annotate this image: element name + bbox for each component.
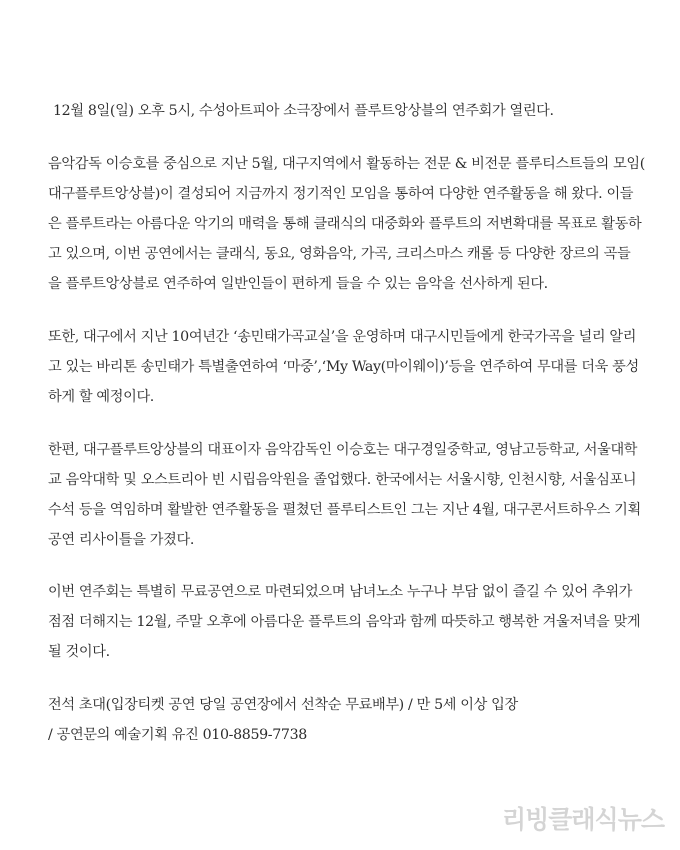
text-line: 수석 등을 역임하며 활발한 연주활동을 펼쳤던 플루티스트인 그는 지난 4월, 대구콘서트하우스 기획 xyxy=(48,502,641,518)
text-line: 12월 8일(일) 오후 5시, 수성아트피아 소극장에서 플루트앙상블의 연주회가 열린다. xyxy=(53,103,554,119)
text-line: 이번 연주회는 특별히 무료공연으로 마련되었으며 남녀노소 누구나 부담 없이 즐길 수 있어 추위가 xyxy=(48,584,633,600)
paragraph-ensemble-intro xyxy=(48,149,645,299)
text-line: / 공연문의 예술기획 유진 010-8859-7738 xyxy=(48,727,307,743)
text-line: 전석 초대(입장티켓 공연 당일 공연장에서 선착순 무료배부) / 만 5세 이상 입장 xyxy=(48,697,518,713)
text-line: 또한, 대구에서 지난 10여년간 ‘송민태가곡교실’을 운영하며 대구시민들에게 한국가곡을 널리 알리 xyxy=(48,329,637,345)
text-line: 고 있는 바리톤 송민태가 특별출연하여 ‘마중’,‘My Way(마이웨이)’등을 연주하여 무대를 더욱 풍성 xyxy=(48,359,639,375)
text-line: 은 플루트라는 아름다운 악기의 매력을 통해 클래식의 대중화와 플루트의 저변확대를 목표로 활동하 xyxy=(48,216,642,232)
article-body xyxy=(48,96,645,750)
text-line: 한편, 대구플루트앙상블의 대표이자 음악감독인 이승호는 대구경일중학교, 영남고등학교, 서울대학 xyxy=(48,442,638,458)
paragraph-guest-performer xyxy=(48,322,639,412)
text-line: 을 플루트앙상블로 연주하여 일반인들이 편하게 들을 수 있는 음악을 선사하게 된다. xyxy=(48,276,548,292)
text-line: 공연 리사이틀을 가졌다. xyxy=(48,532,195,548)
text-line: 음악감독 이승호를 중심으로 지난 5월, 대구지역에서 활동하는 전문 & 비전문 플루티스트들의 모임( xyxy=(48,156,645,172)
text-line: 교 음악대학 및 오스트리아 빈 시립음악원을 졸업했다. 한국에서는 서울시향, 인천시향, 서울심포니 xyxy=(48,472,637,488)
paragraph-director-profile xyxy=(48,435,641,555)
watermark-logo: 리빙클래식뉴스 xyxy=(501,805,664,834)
paragraph-event-announcement xyxy=(48,96,634,126)
paragraph-ticket-info xyxy=(48,690,634,750)
paragraph-free-concert xyxy=(48,577,641,667)
text-line: 될 것이다. xyxy=(48,644,110,660)
text-line: 하게 할 예정이다. xyxy=(48,389,154,405)
text-line: 대구플루트앙상블)이 결성되어 지금까지 정기적인 모임을 통하여 다양한 연주활동을 해 왔다. 이들 xyxy=(48,186,634,202)
text-line: 점점 더해지는 12월, 주말 오후에 아름다운 플루트의 음악과 함께 따뜻하고 행복한 겨울저녁을 맞게 xyxy=(48,614,641,630)
text-line: 고 있으며, 이번 공연에서는 클래식, 동요, 영화음악, 가곡, 크리스마스 캐롤 등 다양한 장르의 곡들 xyxy=(48,246,631,262)
